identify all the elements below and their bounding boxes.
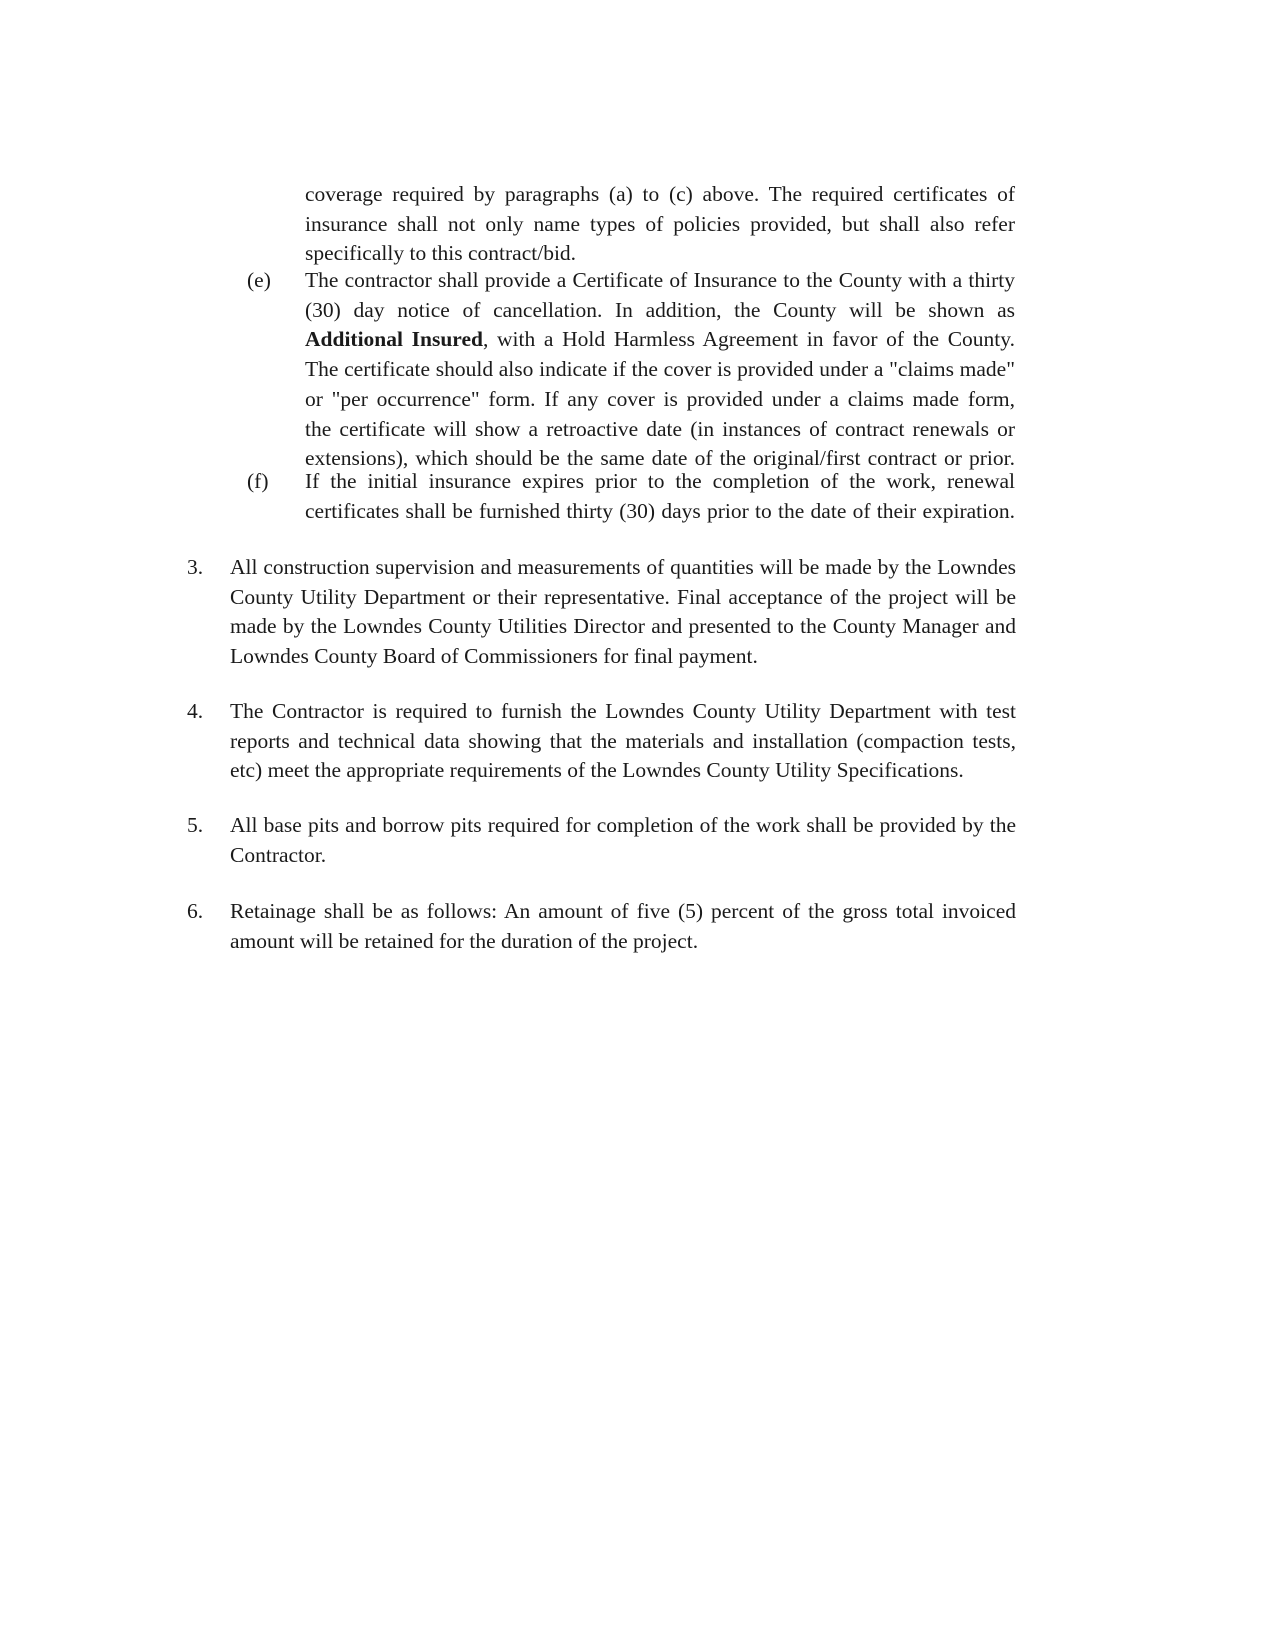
text-fragment: , with a Hold Harmless Agreement in favor of the County. <box>482 327 1015 352</box>
text-line: specifically to this contract/bid. <box>305 241 577 266</box>
sub-item-f-text <box>305 467 1015 526</box>
text-line: Contractor. <box>230 842 327 867</box>
sub-item-e-text <box>305 266 1015 474</box>
item-3-text <box>230 553 1016 672</box>
text-line: (30) day notice of cancellation. In addition, the County will be shown as <box>305 297 1015 322</box>
text-line: All construction supervision and measurements of quantities will be made by the Lowndes <box>230 555 1016 579</box>
item-number-5: 5. <box>187 813 204 837</box>
text-line: reports and technical data showing that the materials and installation (compaction tests, <box>230 728 1016 753</box>
item-4-text <box>230 697 1016 786</box>
text-line: County Utility Department or their representative. Final acceptance of the project will be <box>230 584 1016 609</box>
text-line: insurance shall not only name types of policies provided, but shall also refer <box>305 211 1015 236</box>
item-number-6: 6. <box>187 899 204 923</box>
sub-item-label-f: (f) <box>247 469 269 493</box>
text-line: made by the Lowndes County Utilities Director and presented to the County Manager and <box>230 614 1016 639</box>
text-line: Retainage shall be as follows: An amount of five (5) percent of the gross total invoiced <box>230 899 1016 923</box>
text-line: the certificate will show a retroactive date (in instances of contract renewals or <box>305 416 1015 441</box>
paragraph-d-continuation <box>305 180 1015 269</box>
text-line: coverage required by paragraphs (a) to (c) above. The required certificates of <box>305 182 1015 206</box>
item-number-4: 4. <box>187 699 204 723</box>
item-5-text <box>230 811 1016 870</box>
text-line: extensions), which should be the same date of the original/first contract or prior. <box>305 446 1015 471</box>
text-line: etc) meet the appropriate requirements of the Lowndes County Utility Specifications. <box>230 758 964 783</box>
sub-item-label-e: (e) <box>247 268 271 292</box>
item-6-text <box>230 897 1016 956</box>
text-line: The certificate should also indicate if the cover is provided under a "claims made" <box>305 357 1015 382</box>
text-line: The contractor shall provide a Certificate of Insurance to the County with a thirty <box>305 268 1015 292</box>
text-line: All base pits and borrow pits required for completion of the work shall be provided by the <box>230 813 1016 837</box>
text-line: or "per occurrence" form. If any cover is provided under a claims made form, <box>305 386 1015 411</box>
text-line: amount will be retained for the duration of the project. <box>230 928 699 953</box>
text-line: The Contractor is required to furnish the Lowndes County Utility Department with test <box>230 699 1016 723</box>
text-line <box>305 325 1015 355</box>
text-line: certificates shall be furnished thirty (30) days prior to the date of their expiration. <box>305 498 1015 523</box>
additional-insured-bold: Additional Insured <box>305 327 483 352</box>
item-number-3: 3. <box>187 555 204 579</box>
text-line: If the initial insurance expires prior to the completion of the work, renewal <box>305 469 1015 493</box>
text-line: Lowndes County Board of Commissioners for final payment. <box>230 644 758 669</box>
